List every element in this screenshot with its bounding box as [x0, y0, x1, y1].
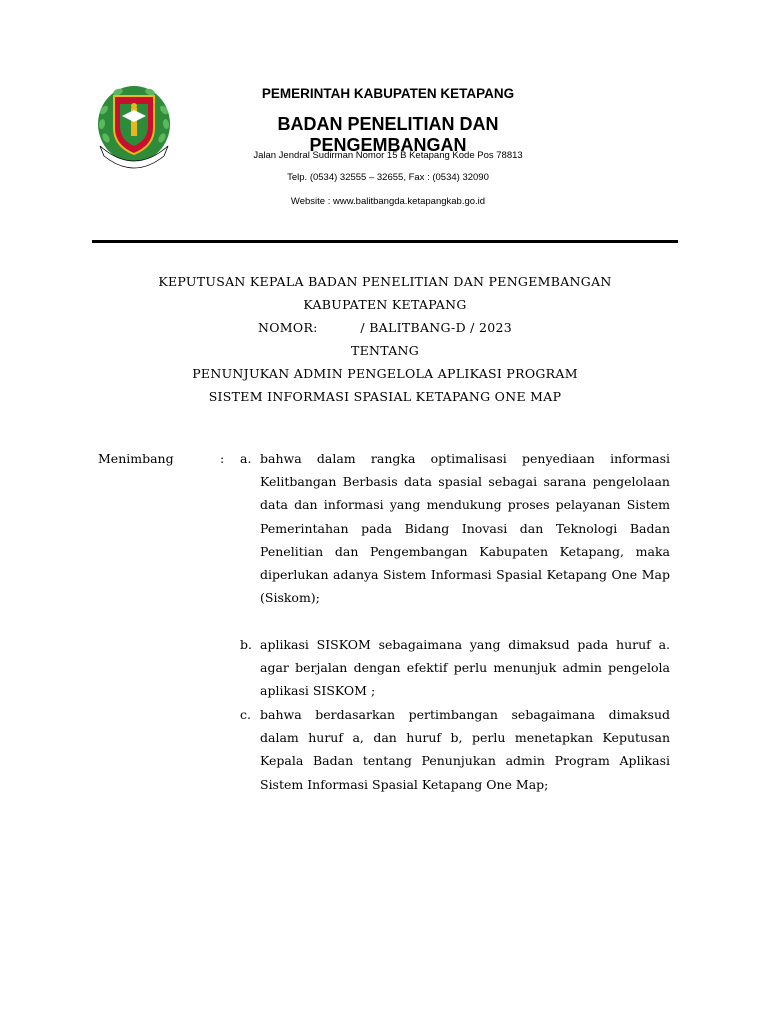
letterhead-divider	[92, 240, 678, 243]
letterhead-website: Website : www.balitbangda.ketapangkab.go.id	[290, 196, 486, 207]
letterhead-phone: Telp. (0534) 32555 – 32655, Fax : (0534) 32090	[287, 172, 489, 183]
letterhead-address: Jalan Jendral Sudirman Nomor 15 B Ketapang Kode Pos 78813	[253, 150, 523, 161]
emblem-icon	[94, 80, 174, 172]
considering-item-text: bahwa berdasarkan pertimbangan sebagaimana dimaksud dalam huruf a, dan huruf b, perlu menetapkan Keputusan Kepala Badan tentang Penunjukan admin Program Aplikasi Sistem Informasi Spasial Ketapang One Map;	[260, 707, 670, 792]
decree-title-line-2: KABUPATEN KETAPANG	[303, 297, 467, 312]
decree-subject-line-2: SISTEM INFORMASI SPASIAL KETAPANG ONE MAP	[208, 389, 562, 404]
considering-item-letter: b.	[240, 637, 252, 652]
decree-number: NOMOR: / BALITBANG-D / 2023	[258, 320, 512, 335]
decree-subject-line-1: PENUNJUKAN ADMIN PENGELOLA APLIKASI PROGRAM	[192, 366, 578, 381]
considering-item-letter: c.	[240, 707, 251, 722]
considering-item-letter: a.	[240, 451, 252, 466]
decree-title-line-1: KEPUTUSAN KEPALA BADAN PENELITIAN DAN PENGEMBANGAN	[158, 274, 612, 289]
considering-colon: :	[220, 451, 225, 466]
decree-about: TENTANG	[350, 343, 420, 358]
letterhead-government: PEMERINTAH KABUPATEN KETAPANG	[261, 86, 515, 101]
letterhead-agency: BADAN PENELITIAN DAN PENGEMBANGAN	[277, 114, 499, 155]
considering-item-text: bahwa dalam rangka optimalisasi penyediaan informasi Kelitbangan Berbasis data spasial sebagai sarana pengelolaan data dan informasi yang mendukung proses pelayanan Sistem Pemerintahan pada Bidang Inovasi dan Teknologi Badan Penelitian dan Pengembangan Kabupaten Ketapang, maka diperlukan adanya Sistem Informasi Spasial Ketapang One Map (Siskom);	[260, 451, 670, 606]
regency-emblem	[94, 80, 174, 172]
considering-label: Menimbang	[98, 451, 174, 466]
considering-item-text: aplikasi SISKOM sebagaimana yang dimaksud pada huruf a. agar berjalan dengan efektif perlu menunjuk admin pengelola aplikasi SISKOM ;	[260, 637, 670, 699]
